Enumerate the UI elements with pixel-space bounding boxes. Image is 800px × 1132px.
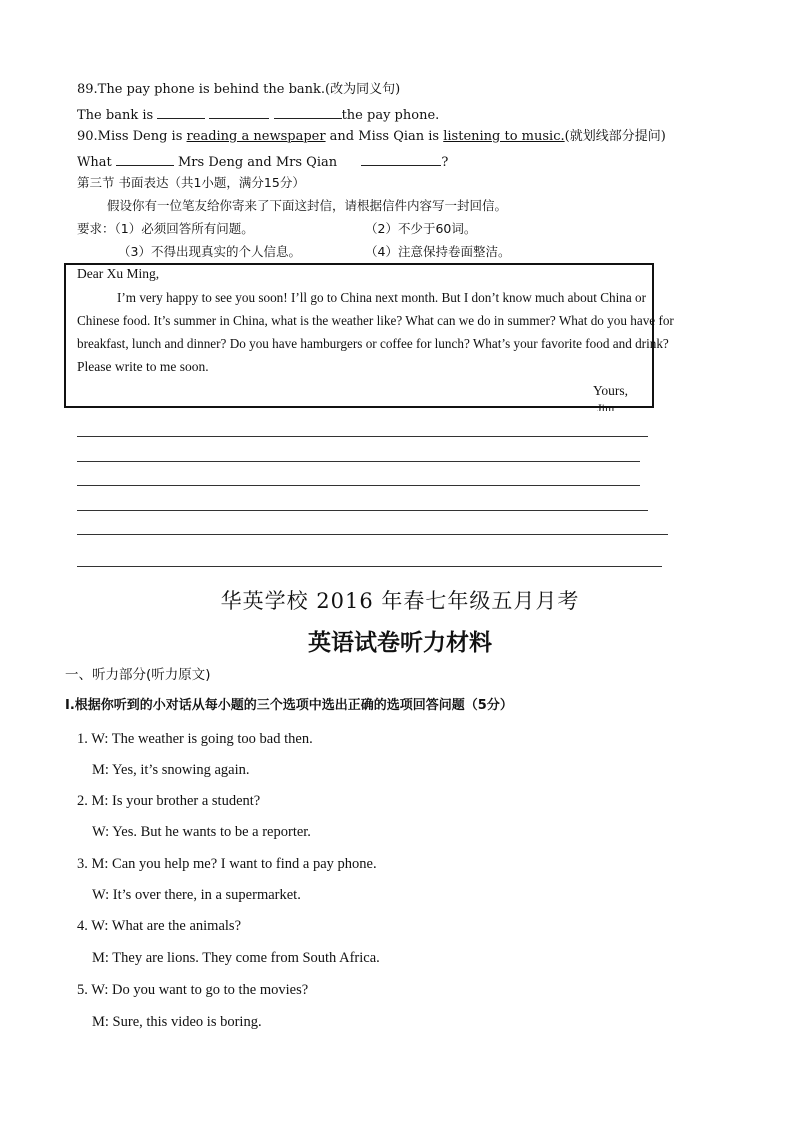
dialogue-2-line-b: W: Yes. But he wants to be a reporter. — [92, 824, 311, 840]
req-1: （1）必须回答所有问题。 — [114, 221, 254, 236]
listening-material-title: 英语试卷听力材料 — [308, 630, 492, 656]
letter-line-4: Please write to me soon. — [77, 359, 209, 374]
req-label: 要求： — [77, 221, 115, 236]
q90-line-start: What — [77, 155, 112, 170]
writing-line[interactable] — [77, 510, 648, 511]
q89-line-end: the pay phone. — [341, 108, 440, 123]
section3-intro: 假设你有一位笔友给你寄来了下面这封信，请根据信件内容写一封回信。 — [107, 198, 508, 213]
dialogue-2-line-a: 2. M: Is your brother a student? — [77, 793, 261, 809]
q90-underline-2: listening to music. — [443, 129, 565, 144]
letter-closing: Yours, — [593, 383, 629, 398]
dialogue-5-line-b: M: Sure, this video is boring. — [92, 1014, 262, 1030]
letter-line-3: breakfast, lunch and dinner? Do you have hamburgers or coffee for lunch? What’s your favorite food and drink? — [77, 336, 669, 351]
dialogue-3-line-b: W: It’s over there, in a supermarket. — [92, 887, 301, 903]
letter-line-1: I’m very happy to see you soon! I’ll go to China next month. But I don’t know much about China or — [117, 290, 647, 305]
dialogue-5-line-a: 5. W: Do you want to go to the movies? — [77, 982, 309, 998]
q90-line-middle: Mrs Deng and Mrs Qian — [178, 155, 338, 170]
req-2: （2）不少于60词。 — [365, 221, 477, 236]
dialogue-4-line-a: 4. W: What are the animals? — [77, 918, 242, 934]
letter-greeting: Dear Xu Ming, — [77, 266, 160, 281]
q90-blank-1[interactable] — [116, 153, 174, 166]
dialogue-3-line-a: 3. M: Can you help me? I want to find a pay phone. — [77, 856, 377, 872]
q90-blank-2[interactable] — [361, 153, 441, 166]
dialogue-1-line-a: 1. W: The weather is going too bad then. — [77, 731, 313, 747]
listening-part-title: 一、听力部分(听力原文) — [65, 667, 211, 683]
writing-line[interactable] — [77, 436, 648, 437]
q90-prompt — [77, 129, 666, 145]
q90-prefix: 90.Miss Deng is — [77, 129, 187, 144]
q89-blank-2[interactable] — [209, 106, 269, 119]
section3-requirements-row1 — [77, 221, 254, 237]
req-3: （3）不得出现真实的个人信息。 — [118, 244, 301, 259]
q90-suffix: (就划线部分提问) — [564, 129, 666, 144]
dialogue-1-line-b: M: Yes, it’s snowing again. — [92, 762, 250, 778]
dialogue-4-line-b: M: They are lions. They come from South Africa. — [92, 950, 380, 966]
q90-line-end: ? — [441, 155, 449, 170]
writing-line[interactable] — [77, 534, 668, 535]
writing-line[interactable] — [77, 485, 640, 486]
section3-title: 第三节 书面表达（共1小题，满分15分） — [77, 175, 305, 190]
q90-underline-1: reading a newspaper — [186, 129, 326, 144]
letter-signature: Jim — [597, 403, 615, 411]
writing-line[interactable] — [77, 461, 640, 462]
q89-blank-3[interactable] — [274, 106, 342, 119]
listening-instruction: Ⅰ.根据你听到的小对话从每小题的三个选项中选出正确的选项回答问题（5分） — [65, 698, 513, 713]
req-4: （4）注意保持卷面整洁。 — [365, 244, 511, 259]
letter-line-2: Chinese food. It’s summer in China, what is the weather like? What can we do in summer? What do you have for — [77, 313, 674, 328]
q89-line-start: The bank is — [77, 108, 154, 123]
q90-answer-line — [77, 153, 448, 171]
writing-line[interactable] — [77, 566, 662, 567]
q89-blank-1[interactable] — [157, 106, 205, 119]
school-exam-title: 华英学校 2016 年春七年级五月月考 — [220, 589, 580, 613]
q89-answer-line — [77, 106, 439, 124]
q89-prompt: 89.The pay phone is behind the bank.(改为同义句) — [77, 82, 401, 97]
q90-middle: and Miss Qian is — [325, 129, 444, 144]
